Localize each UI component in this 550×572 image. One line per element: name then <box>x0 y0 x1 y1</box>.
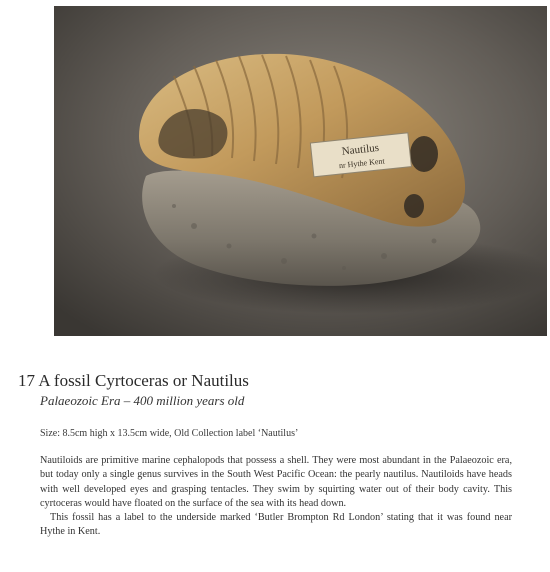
entry-description <box>40 454 512 540</box>
specimen-label-line2: nr Hythe Kent <box>338 156 386 171</box>
specimen-label-line1: Nautilus <box>341 141 380 158</box>
entry-title-text: A fossil Cyrtoceras or Nautilus <box>38 371 249 390</box>
fossil-photo <box>54 6 547 336</box>
entry-title <box>18 371 249 391</box>
description-paragraph-2: This fossil has a label to the underside marked ‘Butler Brompton Rd London’ stating that it was found near Hythe in Kent. <box>40 512 512 538</box>
description-paragraph-1: Nautiloids are primitive marine cephalopods that possess a shell. They were most abundant in the Palaeozoic era, but today only a single genus survives in the South West Pacific Ocean: the pearly nautilus. Nautiloids have heads with well developed eyes and grasping tentacles. They swim by squirting water out of their body cavity. This cyrtoceras would have floated on the surface of the sea with its head down. <box>40 455 512 509</box>
entry-number: 17 <box>18 371 35 390</box>
entry-subtitle: Palaeozoic Era – 400 million years old <box>40 393 245 408</box>
fossil-illustration <box>54 6 547 336</box>
entry-size: Size: 8.5cm high x 13.5cm wide, Old Collection label ‘Nautilus’ <box>40 428 299 439</box>
